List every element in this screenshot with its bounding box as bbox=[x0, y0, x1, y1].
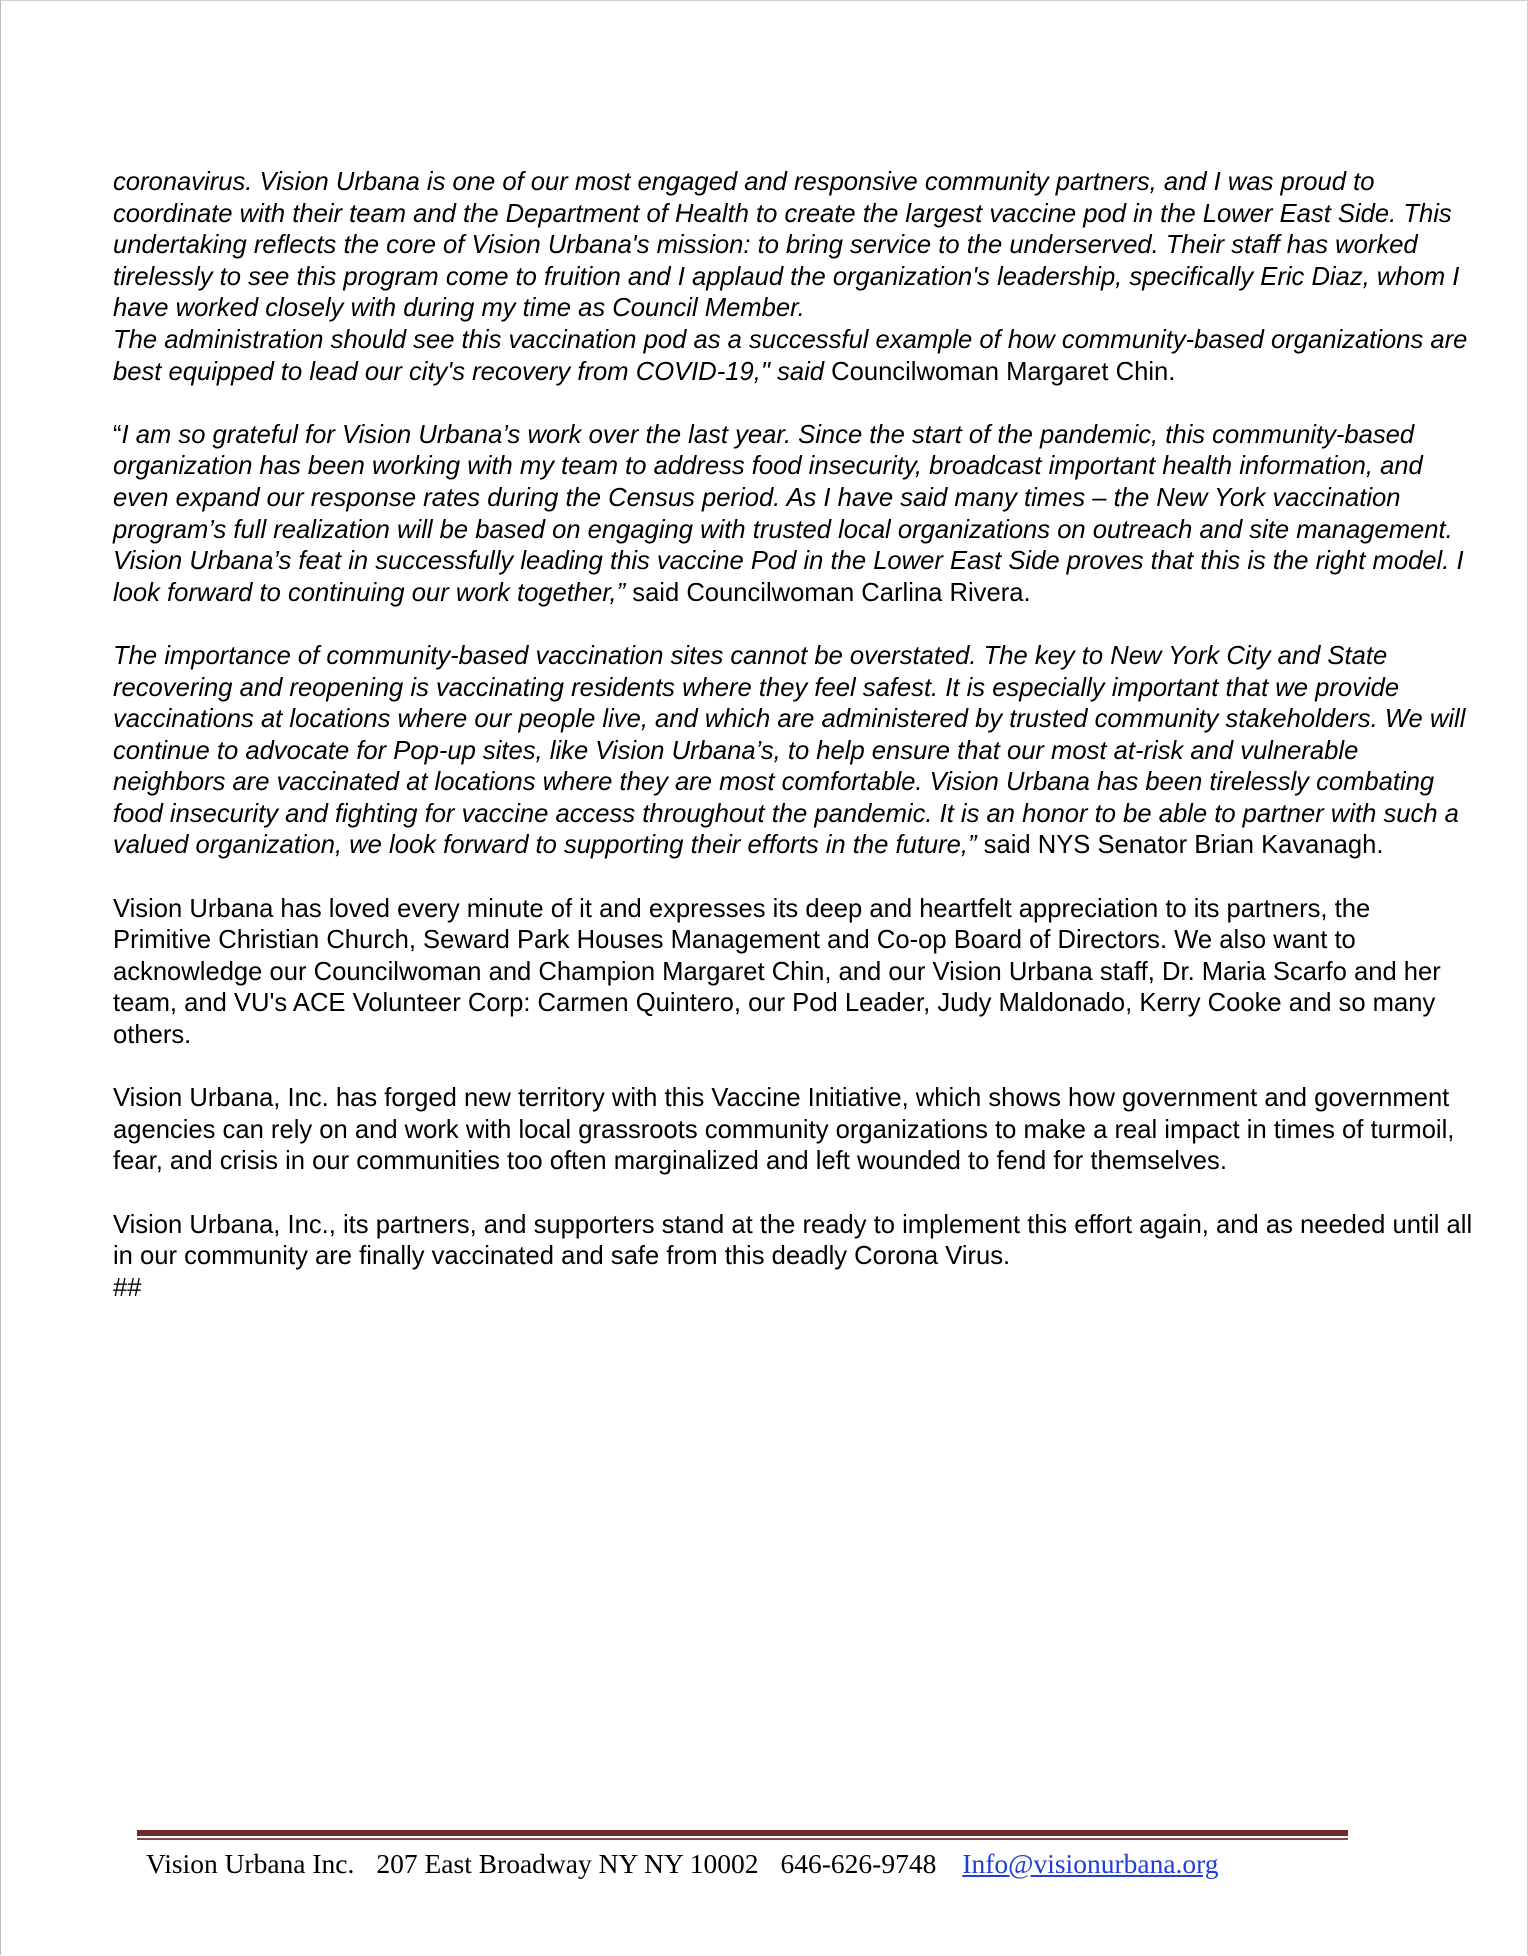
end-mark: ## bbox=[113, 1273, 142, 1302]
chin-quote-part-a: coronavirus. Vision Urbana is one of our most engaged and responsive community partners, and I was proud to coordinate with their team and the Department of Health to create the largest vaccine pod in the Lower East Side. This undertaking reflects the core of Vision Urbana's mission: to bring service to the underserved. Their staff has worked tirelessly to see this program come to fruition and I applaud the organization's leadership, specifically Eric Diaz, whom I have worked closely with during my time as Council Member. bbox=[113, 168, 1460, 323]
kavanagh-quote: The importance of community-based vaccination sites cannot be overstated. The key to New York City and State recovering and reopening is vaccinating residents where they feel safest. It is especially important that we provide vaccinations at locations where our people live, and which are administered by trusted community stakeholders. We will continue to advocate for Pop-up sites, like Vision Urbana’s, to help ensure that our most at-risk and vulnerable neighbors are vaccinated at locations where they are most comfortable. Vision Urbana has been tirelessly combating food insecurity and fighting for vaccine access throughout the pandemic. It is an honor to be able to partner with such a valued organization, we look forward to supporting their efforts in the future,” bbox=[113, 641, 1466, 860]
footer-phone: 646-626-9748 bbox=[780, 1848, 937, 1879]
kavanagh-quote-paragraph bbox=[113, 641, 1473, 862]
footer-divider-thin bbox=[137, 1838, 1348, 1840]
rivera-quote-paragraph bbox=[113, 420, 1473, 610]
initiative-paragraph: Vision Urbana, Inc. has forged new territory with this Vaccine Initiative, which shows how government and government agencies can rely on and work with local grassroots community organizations to make a real impact in times of turmoil, fear, and crisis in our communities too often marginalized and left wounded to fend for themselves. bbox=[113, 1084, 1455, 1176]
footer-divider-thick bbox=[137, 1830, 1348, 1836]
footer-address: 207 East Broadway NY NY 10002 bbox=[376, 1848, 759, 1879]
rivera-attribution: said Councilwoman Carlina Rivera. bbox=[625, 578, 1031, 607]
letterhead-footer bbox=[146, 1846, 1219, 1882]
kavanagh-attribution: said NYS Senator Brian Kavanagh. bbox=[976, 831, 1384, 860]
acknowledgements-paragraph: Vision Urbana has loved every minute of it and expresses its deep and heartfelt appreciation to its partners, the Primitive Christian Church, Seward Park Houses Management and Co-op Board of Directors. We also want to acknowledge our Councilwoman and Champion Margaret Chin, and our Vision Urbana staff, Dr. Maria Scarfo and her team, and VU's ACE Volunteer Corp: Carmen Quintero, our Pod Leader, Judy Maldonado, Kerry Cooke and so many others. bbox=[113, 894, 1441, 1050]
chin-quote-part-b: The administration should see this vaccination pod as a successful example of how community-based organizations are best equipped to lead our city's recovery from COVID-19," said bbox=[113, 325, 1468, 386]
footer-email-link[interactable]: Info@visionurbana.org bbox=[962, 1848, 1219, 1879]
chin-quote-paragraph bbox=[113, 167, 1473, 388]
press-release-body bbox=[113, 167, 1473, 1304]
rivera-quote: I am so grateful for Vision Urbana’s work over the last year. Since the start of the pandemic, this community-based organization has been working with my team to address food insecurity, broadcast important health information, and even expand our response rates during the Census period. As I have said many times – the New York vaccination program’s full realization will be based on engaging with trusted local organizations on outreach and site management. Vision Urbana’s feat in successfully leading this vaccine Pod in the Lower East Side proves that this is the right model. I look forward to continuing our work together,” bbox=[113, 420, 1464, 607]
rivera-open-quote: “ bbox=[113, 420, 122, 449]
chin-attribution: Councilwoman Margaret Chin. bbox=[824, 357, 1176, 386]
closing-paragraph: Vision Urbana, Inc., its partners, and supporters stand at the ready to implement this effort again, and as needed until all in our community are finally vaccinated and safe from this deadly Corona Virus. bbox=[113, 1210, 1473, 1271]
footer-divider bbox=[137, 1830, 1348, 1840]
footer-org-name: Vision Urbana Inc. bbox=[146, 1848, 355, 1879]
